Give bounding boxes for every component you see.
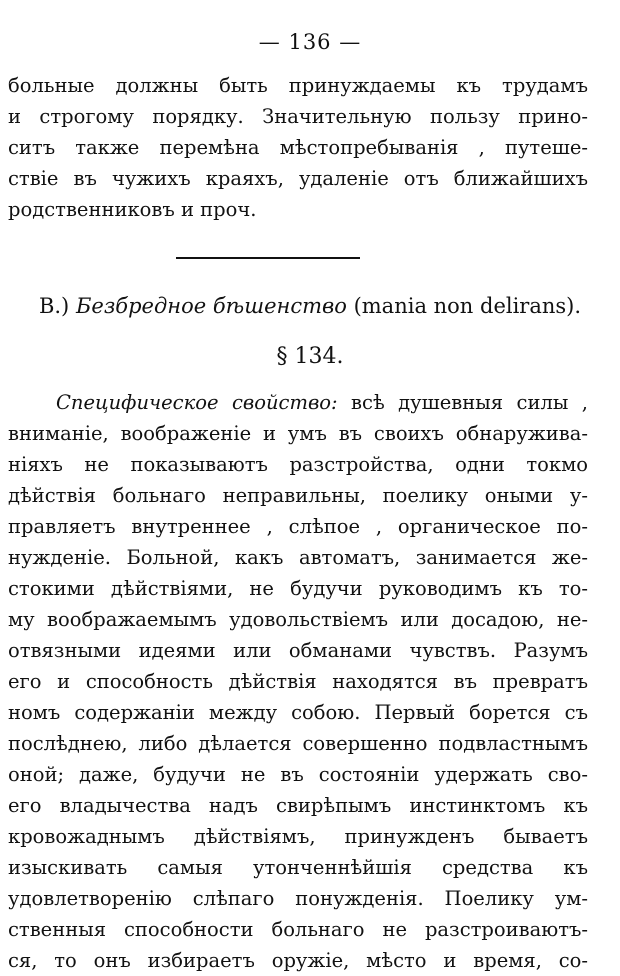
heading-latin: (mania non delirans). — [353, 294, 582, 318]
section-heading — [0, 294, 620, 318]
text-line: кровожаднымъ дѣйствіямъ, принужденъ бываетъ — [8, 825, 588, 848]
text-line: и строгому порядку. Значительную пользу прино- — [8, 105, 588, 128]
text-line: оной; даже, будучи не въ состояніи удержать сво- — [8, 763, 588, 786]
text-line: удовлетворенію слѣпаго понужденія. Поелику ум- — [8, 887, 588, 910]
text-line: ственныя способности больнаго не разстроиваютъ- — [8, 918, 588, 941]
section-divider — [176, 257, 360, 259]
paragraph-1 — [8, 70, 588, 225]
text-line: дѣйствія больнаго неправильны, поелику оными у- — [8, 484, 588, 507]
text-line-first — [8, 387, 588, 418]
heading-letter: В.) — [38, 294, 70, 318]
lead-italic: Специфическое свойство: — [56, 391, 338, 414]
text-line: отвязными идеями или обманами чувствъ. Разумъ — [8, 639, 588, 662]
text-line: больные должны быть принуждаемы къ трудамъ — [8, 74, 588, 97]
text-line: ніяхъ не показываютъ разстройства, одни токмо — [8, 453, 588, 476]
text-line: послѣднею, либо дѣлается совершенно подвластнымъ — [8, 732, 588, 755]
text-line: номъ содержаніи между собою. Первый борется съ — [8, 701, 588, 724]
paragraph-2 — [8, 387, 588, 976]
text-line: нужденіе. Больной, какъ автоматъ, занимается же- — [8, 546, 588, 569]
text-line: правляетъ внутреннее , слѣпое , органическое по- — [8, 515, 588, 538]
lead-rest: всѣ душевныя силы , — [351, 391, 588, 414]
text-line: его владычества надъ свирѣпымъ инстинктомъ къ — [8, 794, 588, 817]
text-line: му воображаемымъ удовольствіемъ или досадою, не- — [8, 608, 588, 631]
text-line: ствіе въ чужихъ краяхъ, удаленіе отъ ближайшихъ — [8, 167, 588, 190]
text-line: его и способность дѣйствія находятся въ превратъ — [8, 670, 588, 693]
heading-title: Безбредное бѣшенство — [75, 294, 347, 318]
text-line: родственниковъ и проч. — [8, 198, 257, 221]
text-line: стокими дѣйствіями, не будучи руководимъ къ то- — [8, 577, 588, 600]
text-line: ситъ также перемѣна мѣстопребыванія , путеше- — [8, 136, 588, 159]
section-number: § 134. — [276, 344, 344, 369]
text-line: вниманіе, воображеніе и умъ въ своихъ обнаружива- — [8, 422, 588, 445]
page-number: — 136 — — [258, 30, 362, 54]
text-line: изыскивать самыя утонченнѣйшія средства къ — [8, 856, 588, 879]
text-line: ся, то онъ избираетъ оружіе, мѣсто и время, со- — [8, 949, 588, 972]
